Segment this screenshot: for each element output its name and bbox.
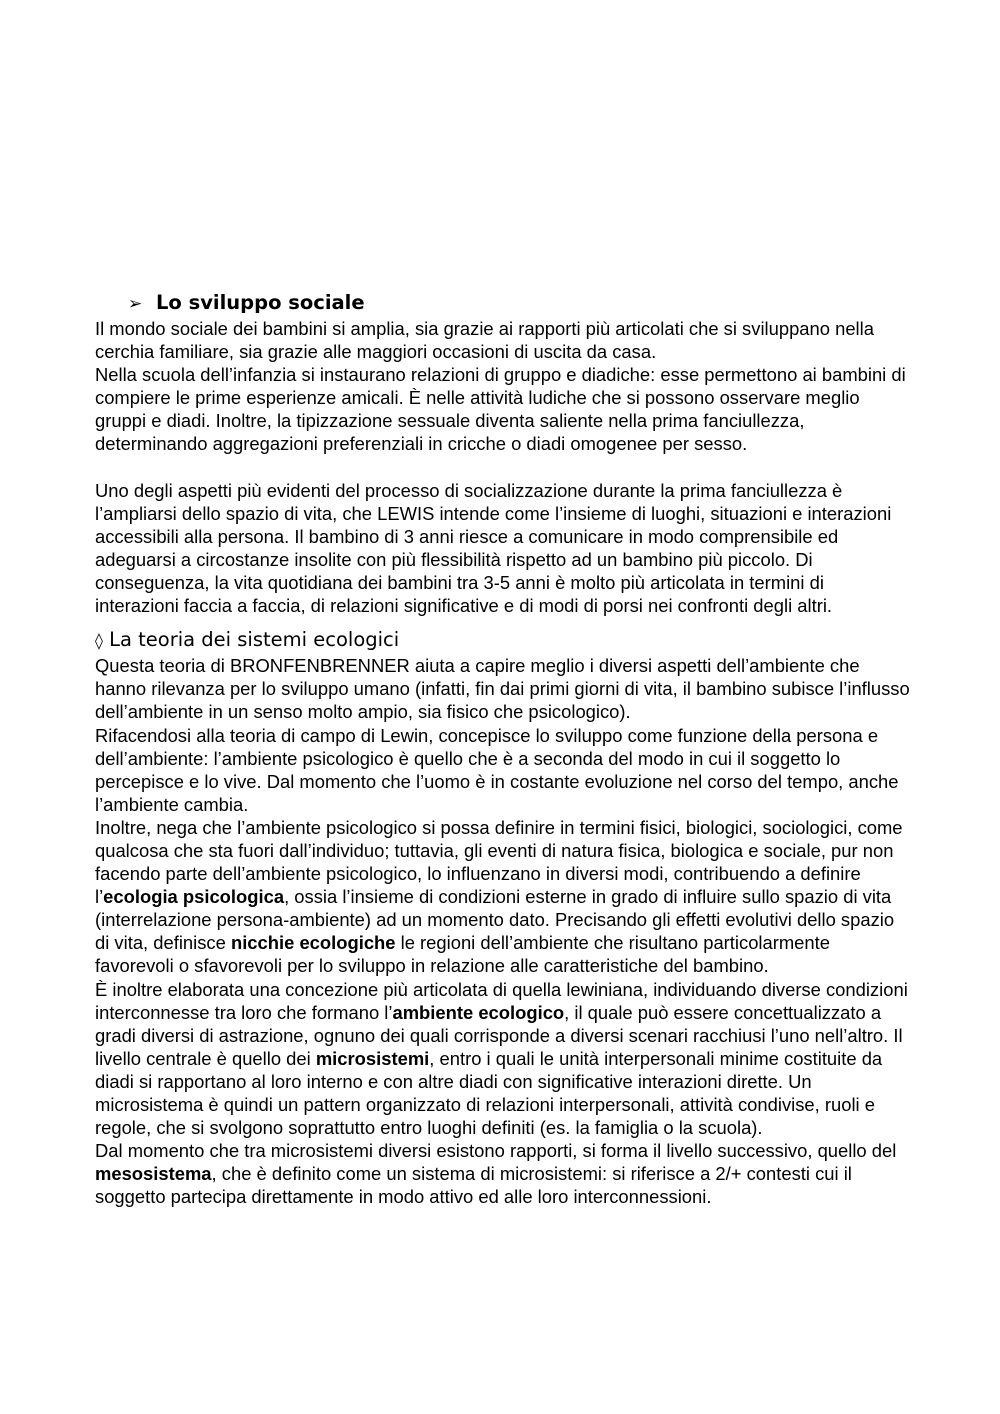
text-run: , il quale può essere concettualizzato a gradi diversi di astrazione, ognuno dei quali corrisponde a diversi scenari racchiusi l’uno nell’altro. Il livello centrale è quello dei (95, 1001, 903, 1069)
bold-term: nicchie ecologiche (230, 932, 396, 954)
text-run: , ossia l’insieme di condizioni esterne in grado di influire sullo spazio di vita (interrelazione persona-ambiente) ad un momento dato. Precisando gli effetti evolutivi dello spazio di vita, definisce (95, 886, 895, 954)
bold-term: microsistemi (315, 1047, 430, 1069)
arrow-bullet-icon: ➢ (128, 294, 143, 314)
paragraph: Questa teoria di BRONFENBRENNER aiuta a capire meglio i diversi aspetti dell’ambiente che hanno rilevanza per lo sviluppo umano (infatti, fin dai primi giorni di vita, il bambino subisce l’influsso dell’ambiente in un senso molto ampio, sia fisico che psicologico). (95, 655, 910, 723)
section-heading-sviluppo-sociale (128, 290, 910, 317)
text-run: È inoltre elaborata una concezione più articolata di quella lewiniana, individuando diverse condizioni interconnesse tra loro che formano l’ (95, 978, 908, 1023)
text-run: Dal momento che tra microsistemi diversi esistono rapporti, si forma il livello successivo, quello del (95, 1140, 897, 1162)
text-run: , entro i quali le unità interpersonali minime costituite da diadi si rapportano al loro interno e con altre diadi con significative interazioni dirette. Un microsistema è quindi un pattern organizzato di relazioni interpersonali, attività condivise, ruoli e regole, che si svolgono soprattutto entro luoghi definiti (es. la famiglia o la scuola). (95, 1047, 883, 1139)
blank-line (95, 456, 910, 479)
paragraph (95, 1139, 910, 1208)
bold-term: ecologia psicologica (103, 886, 285, 908)
document-body (95, 290, 910, 1208)
blank-line (95, 617, 910, 627)
paragraph (95, 816, 910, 978)
section-title: La teoria dei sistemi ecologici (109, 628, 400, 652)
text-run: , che è definito come un sistema di microsistemi: si riferisce a 2/+ contesti cui il soggetto partecipa direttamente in modo attivo ed alle loro interconnessioni. (95, 1163, 852, 1208)
text-run: le regioni dell’ambiente che risultano particolarmente favorevoli o sfavorevoli per lo sviluppo in relazione alle caratteristiche del bambino. (95, 932, 830, 977)
text-run: Inoltre, nega che l’ambiente psicologico si possa definire in termini fisici, biologici, sociologici, come qualcosa che sta fuori dall’individuo; tuttavia, gli eventi di natura fisica, biologica e sociale, pur non facendo parte dell’ambiente psicologico, lo influenzano in diversi modi, contribuendo a definire l’ (95, 816, 903, 908)
bold-term: ambiente ecologico (392, 1001, 565, 1023)
paragraph (95, 978, 910, 1140)
paragraph: Uno degli aspetti più evidenti del processo di socializzazione durante la prima fanciullezza è l’ampliarsi dello spazio di vita, che LEWIS intende come l’insieme di luoghi, situazioni e interazioni accessibili alla persona. Il bambino di 3 anni riesce a comunicare in modo comprensibile ed adeguarsi a circostanze insolite con più flessibilità rispetto ad un bambino più piccolo. Di conseguenza, la vita quotidiana dei bambini tra 3-5 anni è molto più articolata in termini di interazioni faccia a faccia, di relazioni significative e di modi di porsi nei confronti degli altri. (95, 479, 892, 617)
paragraph: Il mondo sociale dei bambini si amplia, sia grazie ai rapporti più articolati che si sviluppano nella cerchia familiare, sia grazie alle maggiori occasioni di uscita da casa. (95, 318, 874, 363)
paragraph: Nella scuola dell’infanzia si instaurano relazioni di gruppo e diadiche: esse permettono ai bambini di compiere le prime esperienze amicali. È nelle attività ludiche che si possono osservare meglio gruppi e diadi. Inoltre, la tipizzazione sessuale diventa saliente nella prima fanciullezza, determinando aggregazioni preferenziali in cricche o diadi omogenee per sesso. (95, 364, 906, 455)
section-title: Lo sviluppo sociale (156, 291, 365, 314)
paragraph: Rifacendosi alla teoria di campo di Lewin, concepisce lo sviluppo come funzione della persona e dell’ambiente: l’ambiente psicologico è quello che è a seconda del modo in cui il soggetto lo percepisce e lo vive. Dal momento che l’uomo è in costante evoluzione nel corso del tempo, anche l’ambiente cambia. (95, 724, 899, 815)
section-heading-sistemi-ecologici (95, 627, 910, 654)
diamond-bullet-icon: ◊ (95, 631, 103, 651)
bold-term: mesosistema (95, 1163, 212, 1185)
